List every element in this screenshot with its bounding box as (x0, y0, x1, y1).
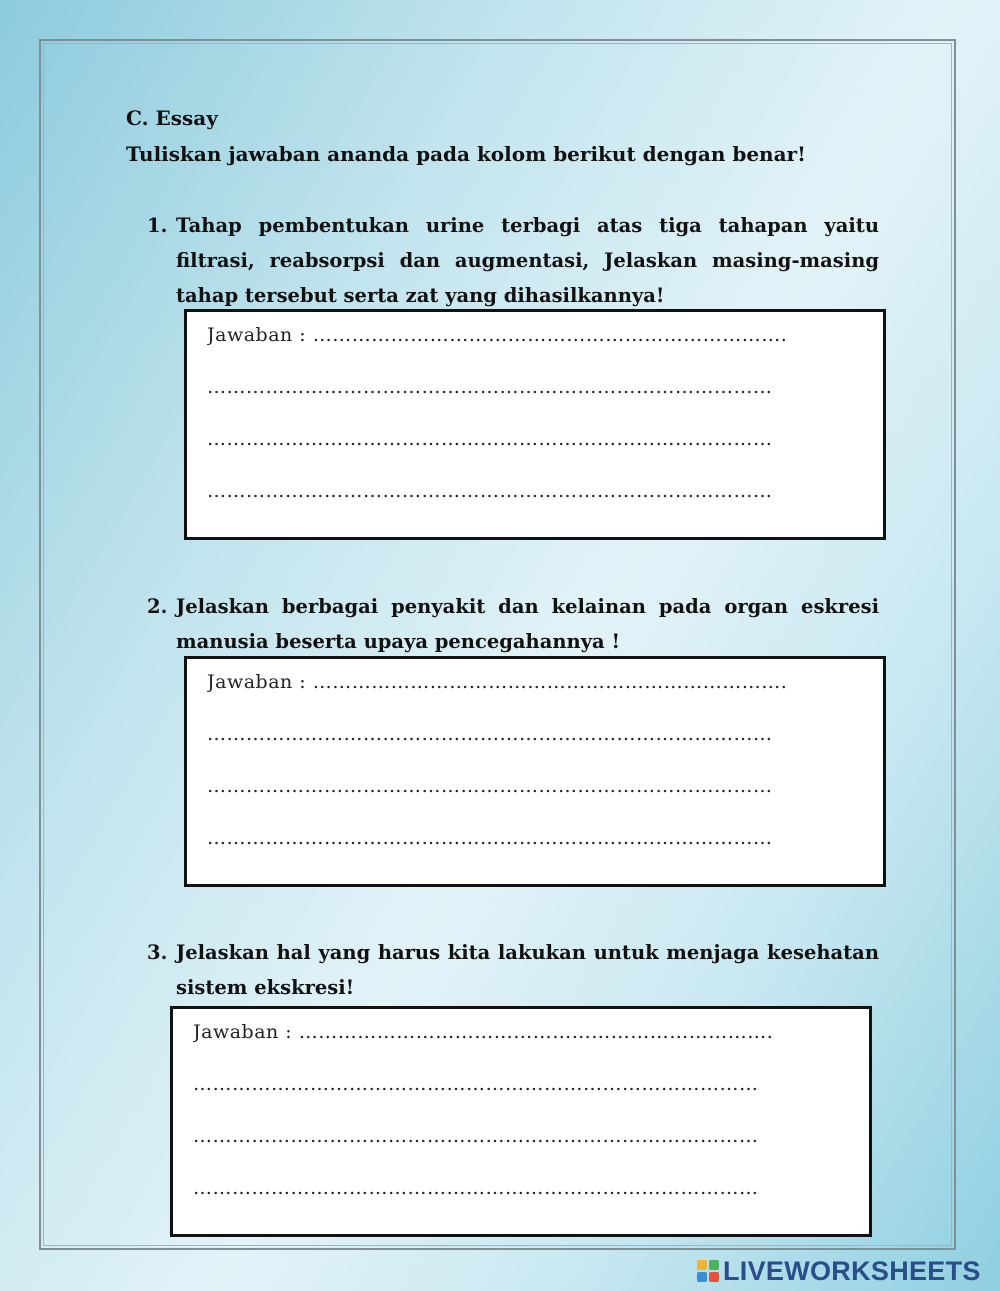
answer-3-line-1[interactable]: …………………………………………………………………………… (193, 1073, 759, 1095)
answer-3-line-2[interactable]: …………………………………………………………………………… (193, 1125, 759, 1147)
question-1-number: 1. (147, 214, 168, 237)
section-instruction: Tuliskan jawaban ananda pada kolom berikut dengan benar! (126, 142, 806, 166)
answer-1-line-2[interactable]: …………………………………………………………………………… (207, 428, 773, 450)
answer-box-3[interactable] (170, 1006, 872, 1237)
question-3-text: Jelaskan hal yang harus kita lakukan untuk menjaga kesehatan sistem ekskresi! (176, 941, 879, 999)
answer-2-label: Jawaban : ………………………………………………………………. (207, 671, 788, 693)
question-3-number: 3. (147, 941, 168, 964)
question-2 (147, 589, 879, 659)
answer-1-label: Jawaban : ………………………………………………………………. (207, 324, 788, 346)
liveworksheets-logo-icon (697, 1260, 723, 1284)
answer-3-line-3[interactable]: …………………………………………………………………………… (193, 1177, 759, 1199)
question-3 (147, 935, 879, 1005)
answer-2-line-1[interactable]: …………………………………………………………………………… (207, 723, 773, 745)
answer-3-label: Jawaban : ………………………………………………………………. (193, 1021, 774, 1043)
question-2-number: 2. (147, 595, 168, 618)
question-1-text: Tahap pembentukan urine terbagi atas tiga tahapan yaitu filtrasi, reabsorpsi dan augmentasi, Jelaskan masing-masing tahap tersebut serta zat yang dihasilkannya! (176, 214, 879, 307)
liveworksheets-logo[interactable] (697, 1256, 997, 1286)
answer-2-line-2[interactable]: …………………………………………………………………………… (207, 775, 773, 797)
liveworksheets-logo-text: LIVEWORKSHEETS (723, 1256, 981, 1286)
question-1 (147, 208, 879, 313)
answer-box-1[interactable] (184, 309, 886, 540)
answer-1-line-1[interactable]: …………………………………………………………………………… (207, 376, 773, 398)
question-2-text: Jelaskan berbagai penyakit dan kelainan pada organ eskresi manusia beserta upaya pencegahannya ! (176, 595, 879, 653)
answer-2-line-3[interactable]: …………………………………………………………………………… (207, 827, 773, 849)
answer-1-line-3[interactable]: …………………………………………………………………………… (207, 480, 773, 502)
answer-box-2[interactable] (184, 656, 886, 887)
section-title: C. Essay (126, 106, 218, 130)
